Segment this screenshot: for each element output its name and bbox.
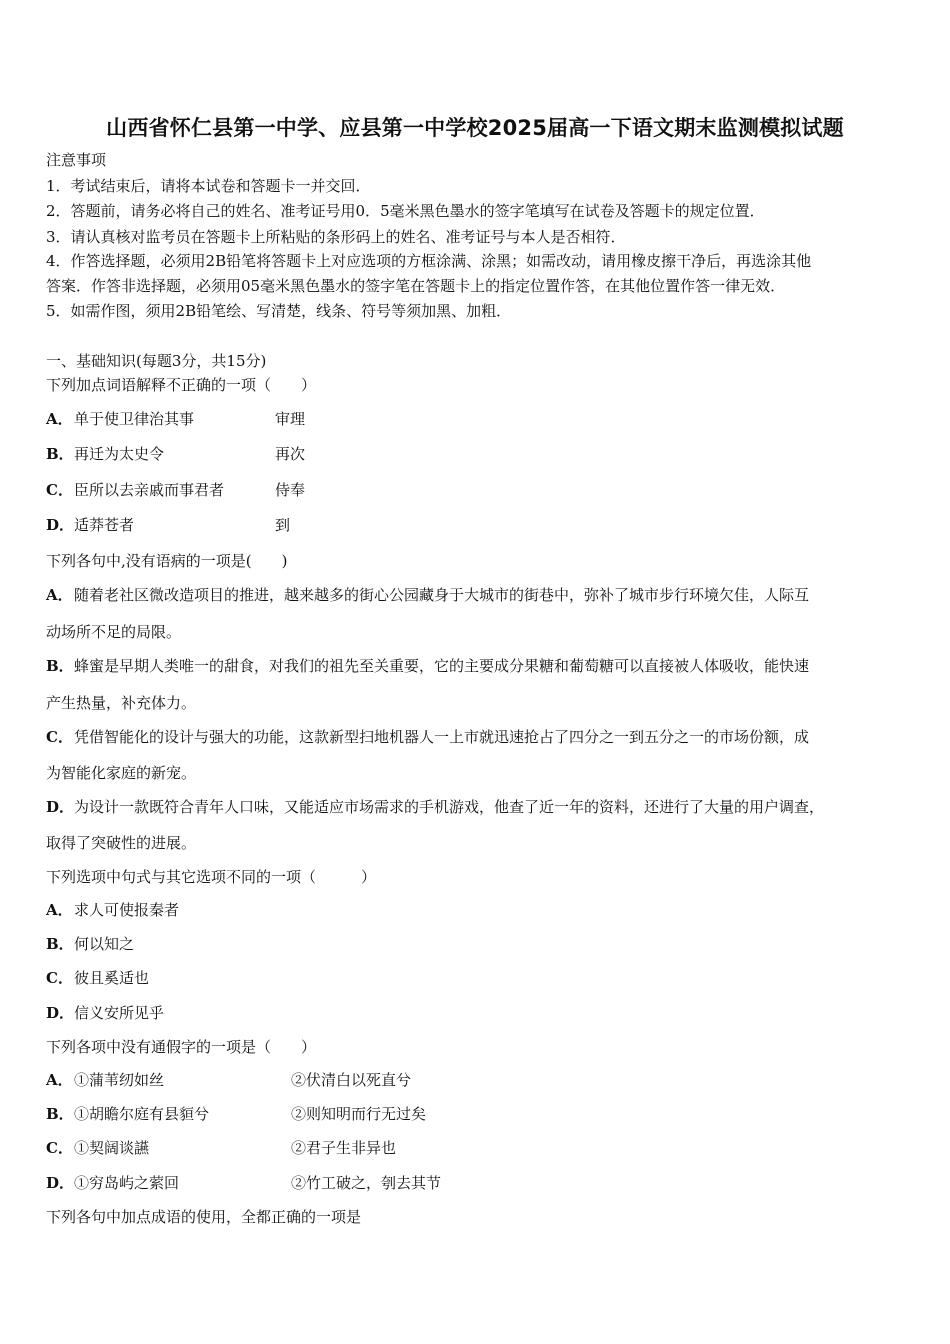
option-item-2: ②竹工破之，刳去其节 [291, 1174, 442, 1192]
notice-item: 答案．作答非选择题，必须用05毫米黑色墨水的签字笔在答题卡上的指定位置作答，在其他位置作答一律无效． [46, 277, 786, 295]
q3-stem: 下列选项中句式与其它选项不同的一项（ ） [46, 868, 377, 886]
option-key: A． [46, 586, 73, 604]
q2-option-d[interactable] [46, 797, 824, 817]
option-key: C． [46, 1139, 73, 1157]
option-key: B． [46, 657, 74, 675]
q2-option-c[interactable] [46, 727, 809, 747]
q4-stem: 下列各项中没有通假字的一项是（ ） [46, 1038, 317, 1056]
notice-item: 1．考试结束后，请将本试卷和答题卡一并交回． [46, 177, 371, 195]
option-text: 何以知之 [74, 935, 135, 953]
q4-option-d[interactable] [46, 1173, 442, 1193]
q2-stem: 下列各句中,没有语病的一项是( ) [46, 552, 288, 570]
option-key: C． [46, 481, 73, 499]
option-key: C． [46, 969, 73, 987]
option-item-1: ①穷岛屿之萦回 [74, 1174, 180, 1192]
option-key: A． [46, 410, 73, 428]
q1-option-b[interactable] [46, 444, 306, 464]
option-item-2: ②伏清白以死直兮 [291, 1071, 412, 1089]
q2-option-a[interactable] [46, 585, 809, 605]
option-text: 彼且奚适也 [74, 969, 150, 987]
option-text: 随着老社区微改造项目的推进，越来越多的街心公园藏身于大城市的街巷中，弥补了城市步行环境欠佳，人际互 [74, 586, 810, 604]
notice-item: 4．作答选择题，必须用2B铅笔将答题卡上对应选项的方框涂满、涂黑；如需改动，请用橡皮擦干净后，再选涂其他 [46, 252, 812, 270]
option-text: 信义安所见乎 [74, 1004, 165, 1022]
q2-option-d-cont: 取得了突破性的进展。 [46, 834, 197, 852]
option-item-1: ①蒲苇纫如丝 [74, 1071, 165, 1089]
option-key: D． [46, 1004, 75, 1022]
q3-option-d[interactable] [46, 1003, 164, 1023]
option-meaning: 侍奉 [275, 481, 306, 499]
q1-stem: 下列加点词语解释不正确的一项（ ） [46, 376, 317, 394]
notice-item: 3．请认真核对监考员在答题卡上所粘贴的条形码上的姓名、准考证号与本人是否相符． [46, 228, 626, 246]
option-key: D． [46, 516, 75, 534]
q1-option-c[interactable] [46, 480, 306, 500]
option-key: B． [46, 1105, 74, 1123]
q3-option-c[interactable] [46, 968, 149, 988]
q2-option-a-cont: 动场所不足的局限。 [46, 623, 182, 641]
q2-option-b-cont: 产生热量，补充体力。 [46, 694, 197, 712]
option-key: D． [46, 1174, 75, 1192]
option-text: 臣所以去亲戚而事君者 [74, 481, 225, 499]
option-text: 凭借智能化的设计与强大的功能，这款新型扫地机器人一上市就迅速抢占了四分之一到五分之一的市场份额，成 [74, 728, 810, 746]
option-key: B． [46, 445, 74, 463]
option-meaning: 再次 [275, 445, 306, 463]
option-text: 蜂蜜是早期人类唯一的甜食，对我们的祖先至关重要，它的主要成分果糖和葡萄糖可以直接被人体吸收，能快速 [74, 657, 810, 675]
option-key: A． [46, 901, 73, 919]
notice-item: 5．如需作图，须用2B铅笔绘、写清楚，线条、符号等须加黑、加粗． [46, 302, 512, 320]
notice-item: 2．答题前，请务必将自己的姓名、准考证号用0．5毫米黑色墨水的签字笔填写在试卷及答题卡的规定位置． [46, 202, 765, 220]
option-key: A． [46, 1071, 73, 1089]
option-text: 为设计一款既符合青年人口味，又能适应市场需求的手机游戏，他查了近一年的资料，还进行了大量的用户调查， [74, 798, 825, 816]
q4-option-c[interactable] [46, 1138, 397, 1158]
q4-option-a[interactable] [46, 1070, 412, 1090]
option-meaning: 审理 [275, 410, 306, 428]
q4-option-b[interactable] [46, 1104, 427, 1124]
option-item-2: ②则知明而行无过矣 [291, 1105, 427, 1123]
option-key: D． [46, 798, 75, 816]
q3-option-a[interactable] [46, 900, 179, 920]
q3-option-b[interactable] [46, 934, 134, 954]
q2-option-c-cont: 为智能化家庭的新宠。 [46, 764, 197, 782]
option-text: 求人可使报秦者 [74, 901, 180, 919]
option-text: 适莽苍者 [74, 516, 135, 534]
option-item-2: ②君子生非异也 [291, 1139, 397, 1157]
q1-option-a[interactable] [46, 409, 306, 429]
option-item-1: ①胡瞻尔庭有县貆兮 [74, 1105, 210, 1123]
q5-stem: 下列各句中加点成语的使用，全都正确的一项是 [46, 1208, 362, 1226]
option-item-1: ①契阔谈讌 [74, 1139, 150, 1157]
option-meaning: 到 [275, 516, 291, 534]
section-heading: 一、基础知识(每题3分，共15分) [46, 352, 267, 370]
q2-option-b[interactable] [46, 656, 809, 676]
q1-option-d[interactable] [46, 515, 291, 535]
page-title: 山西省怀仁县第一中学、应县第一中学校2025届高一下语文期末监测模拟试题 [106, 116, 844, 140]
option-key: C． [46, 728, 73, 746]
option-text: 再迁为太史令 [74, 445, 165, 463]
option-text: 单于使卫律治其事 [74, 410, 195, 428]
option-key: B． [46, 935, 74, 953]
notice-heading: 注意事项 [46, 151, 107, 169]
